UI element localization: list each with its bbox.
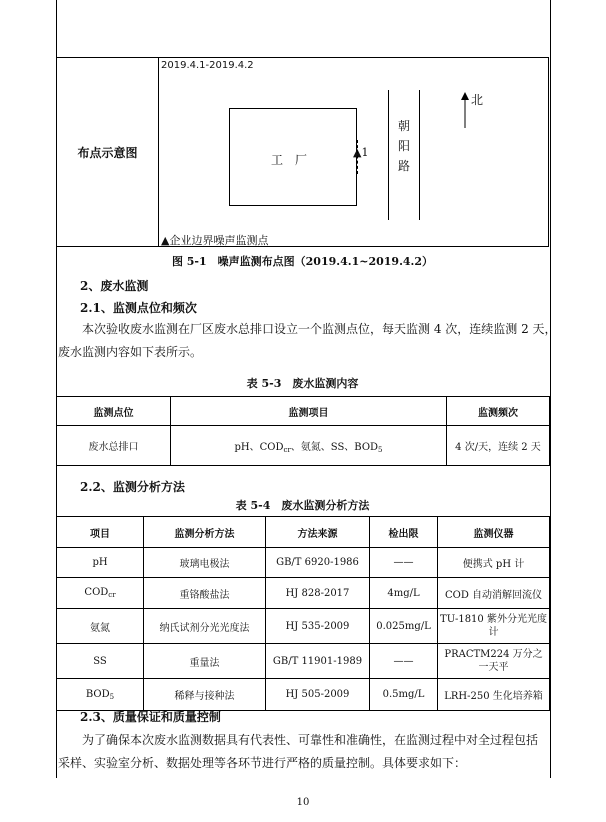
cell-item [57,609,144,644]
road-left-edge [388,90,389,220]
cell-instrument: LRH-250 生化培养箱 [438,679,550,711]
cell-source: HJ 535-2009 [266,609,370,644]
cell-source: GB/T 11901-1989 [266,644,370,679]
table-cell-frequency: 4 次/天，连续 2 天 [447,426,550,466]
item-text: COD [84,587,109,598]
road-label-char: 朝 [398,119,411,133]
section-2-1-paragraph-line1: 本次验收废水监测在厂区废水总排口设立一个监测点位，每天监测 4 次，连续监测 2 天， [58,322,557,336]
table-header-cell: 检出限 [370,517,438,548]
section-2-1-heading: 2.1、监测点位和频次 [80,301,197,315]
cell-source: HJ 828-2017 [266,578,370,609]
figure-row-label: 布点示意图 [57,58,159,247]
cell-method: 稀释与接种法 [144,679,266,711]
north-label: 北 [471,93,484,107]
cell-source: HJ 505-2009 [266,679,370,711]
boundary-tick [357,140,359,174]
section-2-2-heading: 2.2、监测分析方法 [80,480,185,494]
cell-limit: 4mg/L [370,578,438,609]
table-header-cell: 方法来源 [266,517,370,548]
section-2-3-paragraph-line1: 为了确保本次废水监测数据具有代表性、可靠性和准确性，在监测过程中对全过程包括 [58,733,539,747]
cell-source: GB/T 6920-1986 [266,548,370,578]
road-label-char: 阳 [398,139,411,153]
cell-instrument: TU-1810 紫外分光光度计 [438,609,550,644]
road-right-edge [419,90,420,220]
cell-instrument: PRACTM224 万分之一天平 [438,644,550,679]
factory-label: 工 厂 [271,153,308,167]
table-header-cell: 项目 [57,517,144,548]
item-text: SS [93,655,107,667]
section-2-3-paragraph-line2: 采样、实验室分析、数据处理等各环节进行严格的质量控制。具体要求如下： [58,756,467,770]
items-mid: 、氨氮、SS、BOD [290,441,379,453]
items-sub2: 5 [378,445,383,454]
table-5-3-caption: 表 5-3 废水监测内容 [246,377,359,390]
cell-method: 重量法 [144,644,266,679]
items-prefix: pH、COD [234,441,284,453]
table-row [57,644,550,679]
cell-limit: 0.5mg/L [370,679,438,711]
cell-limit: —— [370,548,438,578]
cell-limit: 0.025mg/L [370,609,438,644]
cell-item [57,644,144,679]
section-2-1-paragraph-line2: 废水监测内容如下表所示。 [58,345,203,359]
table-header-cell: 监测仪器 [438,517,550,548]
figure-table [56,57,549,247]
table-row [57,679,550,711]
monitoring-point-marker [353,146,368,159]
cell-limit: —— [370,644,438,679]
noise-monitoring-diagram [159,58,549,247]
table-header-cell: 监测项目 [171,397,447,426]
diagram-date-range: 2019.4.1-2019.4.2 [161,60,254,71]
road-label [398,116,410,176]
table-header-cell: 监测分析方法 [144,517,266,548]
cell-item [57,548,144,578]
north-arrow [459,90,471,134]
page-number: 10 [296,797,310,808]
legend-text: 企业边界噪声监测点 [169,234,269,247]
triangle-legend-icon: ▲ [161,234,170,247]
monitoring-point-label: 1 [361,146,369,159]
table-cell-items [171,426,447,466]
cell-method: 玻璃电极法 [144,548,266,578]
item-text: pH [92,557,108,568]
cell-method: 纳氏试剂分光光度法 [144,609,266,644]
item-sub: cr [108,591,116,599]
table-5-4-caption: 表 5-4 废水监测分析方法 [235,499,370,512]
figure-caption: 图 5-1 噪声监测布点图（2019.4.1~2019.4.2） [171,255,434,268]
cell-instrument: COD 自动消解回流仪 [438,578,550,609]
table-5-3 [56,396,550,466]
table-cell-point: 废水总排口 [57,426,171,466]
section-2-heading: 2、废水监测 [80,279,149,293]
table-5-4 [56,516,550,711]
table-row [57,548,550,578]
item-sub: 5 [109,692,115,701]
table-row [57,578,550,609]
items-sub: cr [283,445,291,454]
item-text: 氨氮 [90,622,110,634]
table-header-cell: 监测频次 [447,397,550,426]
diagram-legend [161,232,268,248]
cell-item [57,578,144,609]
north-arrow-icon [459,90,471,130]
table-header-cell: 监测点位 [57,397,171,426]
road-label-char: 路 [398,159,411,173]
item-text: BOD [85,688,110,700]
cell-instrument: 便携式 pH 计 [438,548,550,578]
triangle-marker-icon: ▲ [353,146,362,159]
cell-method: 重铬酸盐法 [144,578,266,609]
cell-item [57,679,144,711]
table-row [57,609,550,644]
section-2-3-heading: 2.3、质量保证和质量控制 [80,710,221,724]
